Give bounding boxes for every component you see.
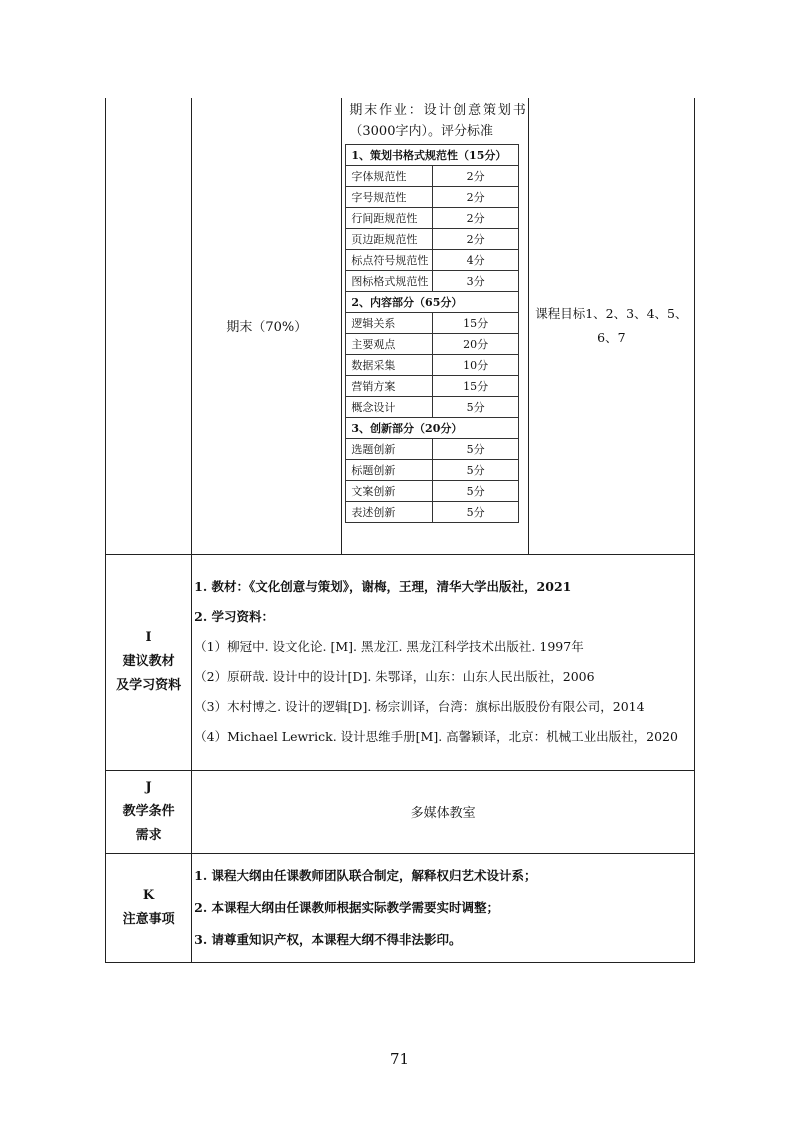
section-i-content xyxy=(192,554,695,770)
reference-item: （2）原研哉. 设计中的设计[D]. 朱鄂译，山东：山东人民出版社，2006 xyxy=(194,669,595,684)
section-k-content xyxy=(192,853,695,962)
scoring-table xyxy=(345,144,519,523)
course-goal-text: 课程目标1、2、3、4、5、6、7 xyxy=(535,305,688,345)
final-assessment-row xyxy=(106,98,695,554)
score-item-name: 逻辑关系 xyxy=(346,313,433,334)
score-item-name: 营销方案 xyxy=(346,376,433,397)
score-item-name: 行间距规范性 xyxy=(346,208,433,229)
score-item-name: 文案创新 xyxy=(346,481,433,502)
section-j-title-2: 需求 xyxy=(135,827,162,843)
materials-heading: 2. 学习资料： xyxy=(194,609,275,624)
score-item-points: 5分 xyxy=(432,481,519,502)
section-i-title-1: 建议教材 xyxy=(122,654,175,669)
score-item-points: 2分 xyxy=(432,166,519,187)
reference-item: （3）木村博之. 设计的逻辑[D]. 杨宗训译，台湾：旗标出版股份有限公司，2014 xyxy=(194,699,645,714)
score-item-row xyxy=(346,313,519,334)
section-i-letter: I xyxy=(145,630,152,645)
score-section-row xyxy=(346,145,519,166)
section-k-row xyxy=(106,853,695,962)
note-item: 1. 课程大纲由任课教师团队联合制定，解释权归艺术设计系； xyxy=(194,867,537,883)
teaching-condition: 多媒体教室 xyxy=(410,806,476,821)
score-item-points: 2分 xyxy=(432,208,519,229)
section-j-row xyxy=(106,770,695,853)
score-item-name: 主要观点 xyxy=(346,334,433,355)
score-item-name: 选题创新 xyxy=(346,439,433,460)
score-item-name: 表述创新 xyxy=(346,502,433,523)
score-item-points: 5分 xyxy=(432,502,519,523)
score-item-row xyxy=(346,229,519,250)
score-item-name: 图标格式规范性 xyxy=(346,271,433,292)
score-item-name: 概念设计 xyxy=(346,397,433,418)
score-item-row xyxy=(346,376,519,397)
score-item-row xyxy=(346,439,519,460)
score-item-points: 20分 xyxy=(432,334,519,355)
final-weight-label: 期末（70%） xyxy=(226,320,308,336)
section-i-title-2: 及学习资料 xyxy=(116,678,182,693)
score-item-points: 15分 xyxy=(432,376,519,397)
final-weight-cell xyxy=(192,98,342,554)
score-item-row xyxy=(346,460,519,481)
final-assignment-intro: 期末作业：设计创意策划书（3000字内）。评分标准 xyxy=(349,103,526,139)
section-j-letter: J xyxy=(145,779,152,795)
score-section-row xyxy=(346,418,519,439)
score-item-name: 页边距规范性 xyxy=(346,229,433,250)
score-item-row xyxy=(346,334,519,355)
score-item-name: 标点符号规范性 xyxy=(346,250,433,271)
score-item-row xyxy=(346,397,519,418)
score-item-points: 2分 xyxy=(432,229,519,250)
score-item-points: 15分 xyxy=(432,313,519,334)
score-item-points: 5分 xyxy=(432,439,519,460)
score-section-title: 3、创新部分（20分） xyxy=(346,418,519,439)
score-item-points: 5分 xyxy=(432,397,519,418)
empty-label-cell xyxy=(106,98,192,554)
reference-item: （1）柳冠中. 设文化论. [M]. 黑龙江. 黑龙江科学技术出版社. 1997年 xyxy=(194,639,584,654)
score-item-name: 标题创新 xyxy=(346,460,433,481)
section-j-label xyxy=(106,770,192,853)
score-section-title: 2、内容部分（65分） xyxy=(346,292,519,313)
score-item-row xyxy=(346,250,519,271)
score-item-points: 4分 xyxy=(432,250,519,271)
section-k-title-1: 注意事项 xyxy=(122,911,175,927)
textbook-line: 1. 教材：《文化创意与策划》，谢梅，王理，清华大学出版社，2021 xyxy=(194,579,572,594)
section-j-title-1: 教学条件 xyxy=(122,803,175,819)
score-section-title: 1、策划书格式规范性（15分） xyxy=(346,145,519,166)
score-item-points: 2分 xyxy=(432,187,519,208)
final-detail-cell xyxy=(342,98,528,554)
course-goal-cell xyxy=(528,98,694,554)
score-item-row xyxy=(346,166,519,187)
score-item-name: 数据采集 xyxy=(346,355,433,376)
score-item-row xyxy=(346,187,519,208)
page-number: 71 xyxy=(389,1050,410,1068)
note-item: 2. 本课程大纲由任课教师根据实际教学需要实时调整； xyxy=(194,899,500,915)
score-item-row xyxy=(346,208,519,229)
section-k-label xyxy=(106,853,192,962)
score-item-points: 10分 xyxy=(432,355,519,376)
section-i-row xyxy=(106,554,695,770)
section-j-content xyxy=(192,770,695,853)
score-item-row xyxy=(346,502,519,523)
score-item-points: 5分 xyxy=(432,460,519,481)
score-section-row xyxy=(346,292,519,313)
score-item-row xyxy=(346,271,519,292)
section-k-letter: K xyxy=(142,887,155,903)
score-item-row xyxy=(346,355,519,376)
syllabus-table xyxy=(105,98,695,963)
score-item-points: 3分 xyxy=(432,271,519,292)
score-item-name: 字号规范性 xyxy=(346,187,433,208)
score-item-name: 字体规范性 xyxy=(346,166,433,187)
section-i-label xyxy=(106,554,192,770)
note-item: 3. 请尊重知识产权，本课程大纲不得非法影印。 xyxy=(194,931,462,947)
score-item-row xyxy=(346,481,519,502)
reference-item: （4）Michael Lewrick. 设计思维手册[M]. 高馨颖译，北京：机械工业出版社，2020 xyxy=(194,729,678,744)
